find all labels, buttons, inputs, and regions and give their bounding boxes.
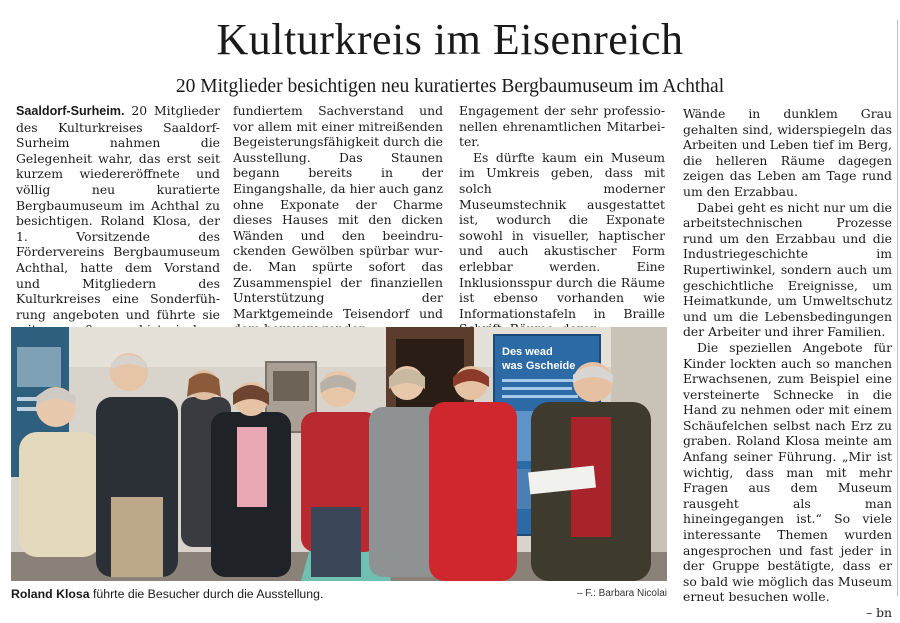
caption-name: Roland Klosa	[11, 587, 90, 601]
article-photo	[11, 327, 667, 581]
headline: Kulturkreis im Eisenreich	[216, 15, 684, 64]
text-column-4	[683, 106, 892, 621]
paragraph: Wände in dunklem Grau gehalten sind, widerspiegeln das Arbeiten und Leben tief im Berg, die helleren Räume dagegen zeigen das Leben am Tage rund um den Erzabbau.	[683, 106, 892, 199]
paragraph: Es dürfte kaum ein Museum im Umkreis geben, dass mit solch moderner Museumstechnik ausgestattet ist, wodurch die Exponate sowohl in visueller, haptischer und auch akustischer Form erlebbar werden. Eine Inklusionsspur durch die Räume ist ebenso vorhanden wie Informationstafeln in Braille	[459, 149, 665, 321]
photo-illustration	[11, 327, 667, 581]
paragraph: Dabei geht es nicht nur um die arbeitstechnischen Prozesse rund um den Erzabbau und die Industriegeschichte im Rupertiwinkel, sondern auch um geschichtliche Ereignisse, um Heimatkunde, um Umweltschutz und um die Lebensbedingungen der Arbeiter und ihrer Familien.	[683, 199, 892, 340]
poster-title-line2: was Gscheide	[502, 360, 576, 372]
paragraph: Engagement der sehr professionellen ehrenamtlichen Mitarbeiter.	[459, 103, 665, 150]
text-column-2	[233, 103, 443, 337]
paragraph: fundiertem Sachverstand und vor allem mit einer mitreißenden Begeisterungsfähigkeit durch die Ausstellung. Das Staunen begann bereits in der Eingangshalle, da hier auch ganz ohne Exponate der Charme dieses Hauses mit den dicken Wänden und den beeindruckenden Gewölben spürbar wurde. Man spürte sofort das Zusammenspiel der finanziellen Unterstützung der Marktgemeinde Teisendorf und	[233, 103, 443, 321]
photo-credit: – F.: Barbara Nicolai	[576, 588, 667, 599]
dateline: Saaldorf-Surheim.	[16, 104, 125, 118]
column-rule	[897, 20, 898, 596]
paragraph	[16, 103, 220, 354]
paragraph: Die speziellen Angebote für Kinder lockten auch so manchen Erwachsenen, zum Beispiel eine versteinerte Schnecke in die Hand zu nehmen oder mit einem Schäufelchen selbst nach Erz zu graben. Roland Klosa meinte am Anfang seiner Führung. „Mir ist wichtig, dass man mit mehr Fragen aus dem Museum rausgeht als man hineingegangen ist.“ So viele interessante Themen wurden angesprochen und fast jeder in der Gruppe bestätigte, dass er so bald wie möglich das Museum erneut besuchen wolle.	[683, 339, 892, 605]
poster-title-line1: Des wead	[502, 346, 553, 358]
text-column-1	[16, 103, 220, 354]
subheadline: 20 Mitglieder besichtigen neu kuratiertes Bergbaumuseum im Achthal	[175, 76, 725, 97]
caption-text: führte die Besucher durch die Ausstellung.	[89, 587, 324, 601]
photo-caption	[11, 586, 667, 602]
paragraph-text: 20 Mitglieder des Kulturkreises Saaldorf-Surheim nahmen die Gelegenheit wahr, das erst seit kurzem wiedereröffnete und völlig neu kuratierte Bergbaumuseum im Achthal zu besichtigen. Roland Klosa, der 1. Vorsitzende des Fördervereins Bergbaumuseum Achthal, hatte dem Vorstand und Mitgliedern des Kulturkreises eine Sonderführung angeboten und führte sie	[16, 103, 220, 322]
text-column-3	[459, 103, 665, 337]
author-signature: – bn	[865, 605, 892, 620]
